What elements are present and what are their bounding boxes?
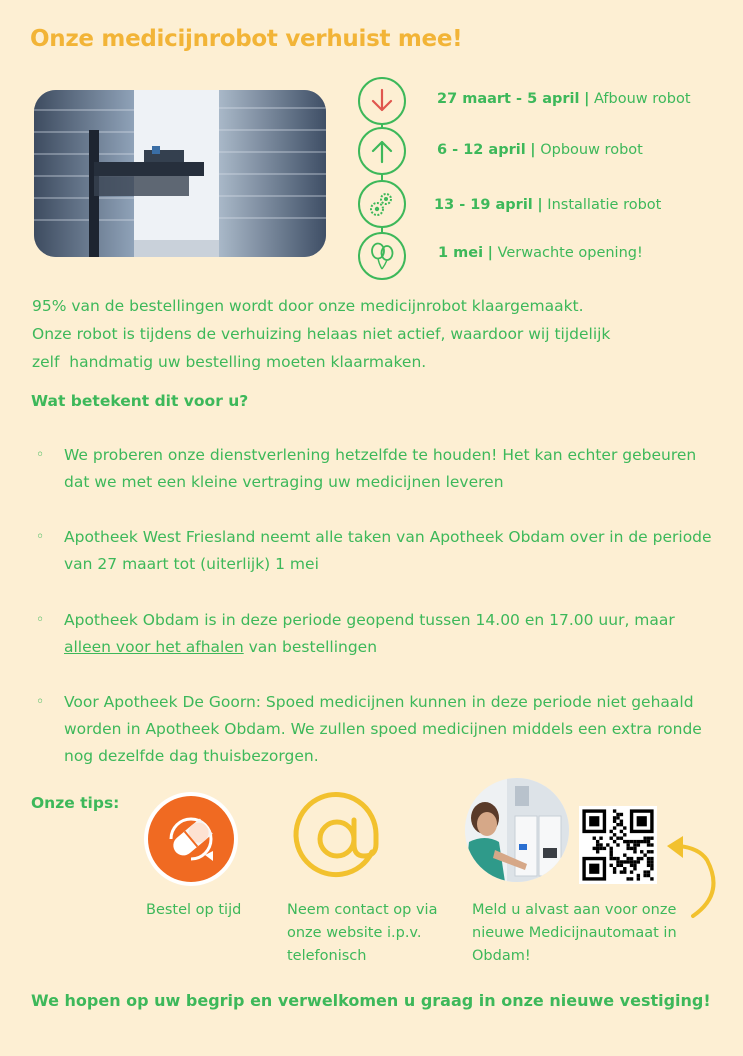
qr-code[interactable] [579,806,657,884]
medicine-machine-photo [465,778,569,882]
timeline-item-3: 13 - 19 april | Installatie robot [434,197,662,213]
tip-caption-3: Meld u alvast aan voor onze nieuwe Medicijnautomaat in Obdam! [472,902,677,964]
tip-caption-2: Neem contact op via onze website i.p.v. telefonisch [287,902,438,964]
gears-icon [358,180,406,228]
page-title: Onze medicijnrobot verhuist mee! [30,26,463,52]
closing-message: We hopen op uw begrip en verwelkomen u graag in onze nieuwe vestiging! [31,991,711,1010]
timeline-item-1: 27 maart - 5 april | Afbouw robot [437,91,691,107]
pill-clock-icon [143,791,239,887]
intro-paragraph: 95% van de bestellingen wordt door onze medicijnrobot klaargemaakt. Onze robot is tijdens de verhuizing helaas niet actief, waardoor wij tijdelijk zelf handmatig uw bestelling moeten klaarmaken. [32,297,611,371]
timeline-item-4: 1 mei | Verwachte opening! [438,245,643,261]
balloons-icon [358,232,406,280]
robot-photo [34,90,326,257]
timeline-item-2: 6 - 12 april | Opbouw robot [437,142,643,158]
arrow-up-icon [358,127,406,175]
section-heading: Wat betekent dit voor u? [31,392,249,410]
pickup-only-link[interactable]: alleen voor het afhalen [64,638,244,656]
tip-caption-1: Bestel op tijd [146,902,242,918]
arrow-down-icon [358,77,406,125]
tips-heading: Onze tips: [31,794,120,812]
at-sign-icon [288,790,386,888]
